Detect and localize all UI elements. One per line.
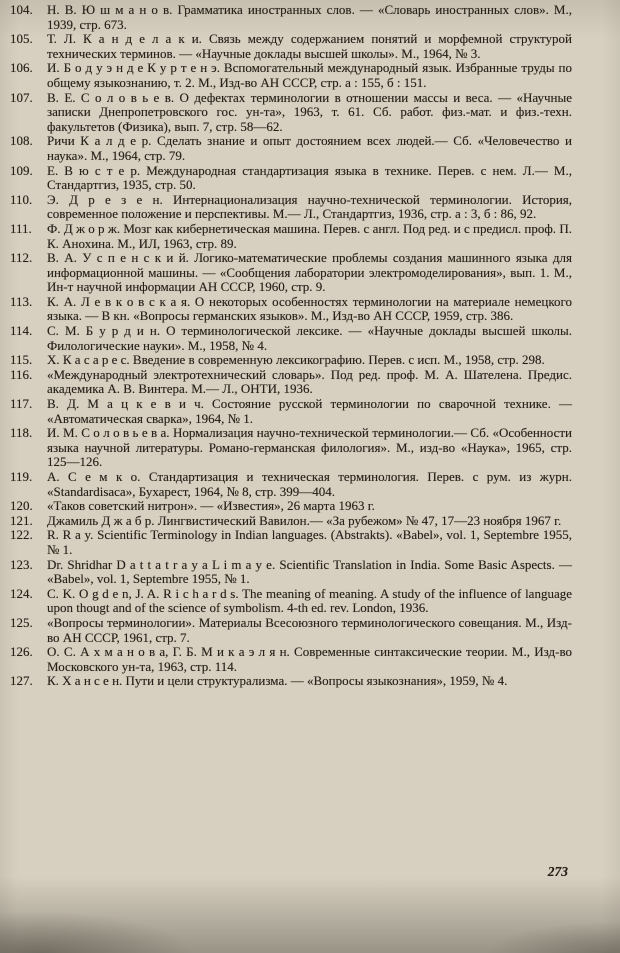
bibliography-entry bbox=[10, 514, 572, 529]
entry-text: Х. К а с а р е с. Введение в современную лексикографию. Перев. с исп. М., 1958, стр. 298. bbox=[47, 352, 545, 368]
bibliography-entry bbox=[10, 353, 572, 368]
entry-number: 107. bbox=[10, 89, 33, 105]
bibliography-entry bbox=[10, 164, 572, 193]
bibliography-list bbox=[10, 3, 572, 689]
bibliography-entry bbox=[10, 91, 572, 135]
entry-text: В. А. У с п е н с к и й. Логико-математические проблемы создания машинного языка для информационной машины. — «Сообщения лаборатории электромоделирования», вып. 1. М., Ин-т научной информации АН СССР, 1960, стр. 9. bbox=[47, 250, 572, 295]
bibliography-entry bbox=[10, 616, 572, 645]
bibliography-entry bbox=[10, 470, 572, 499]
entry-text: C. K. O g d e n, J. A. R i c h a r d s. The meaning of meaning. A study of the influence of language upon thougt and of the science of symbolism. 4-th ed. rev. London, 1936. bbox=[47, 585, 572, 616]
entry-text: К. Х а н с е н. Пути и цели структурализма. — «Вопросы языкознания», 1959, № 4. bbox=[47, 673, 508, 689]
entry-text: К. А. Л е в к о в с к а я. О некоторых особенностях терминологии на материале немецкого языка. — В кн. «Вопросы германских языков». М., Изд-во АН СССР, 1959, стр. 386. bbox=[47, 293, 572, 324]
entry-number: 114. bbox=[10, 323, 33, 339]
entry-text: «Вопросы терминологии». Материалы Всесоюзного терминологического совещания. М., Изд-во АН СССР, 1961, стр. 7. bbox=[47, 614, 572, 645]
entry-number: 108. bbox=[10, 133, 33, 149]
entry-text: Джамиль Д ж а б р. Лингвистический Вавилон.— «За рубежом» № 47, 17—23 ноября 1967 г. bbox=[47, 512, 562, 528]
bibliography-entry bbox=[10, 368, 572, 397]
entry-text: В. Д. М а ц к е в и ч. Состояние русской терминологии по сварочной технике. — «Автоматическая сварка», 1964, № 1. bbox=[47, 396, 572, 426]
entry-number: 104. bbox=[10, 2, 33, 17]
entry-number: 106. bbox=[10, 60, 33, 76]
entry-number: 123. bbox=[10, 556, 33, 572]
entry-text: Э. Д р е з е н. Интернационализация научно-технической терминологии. История, современное положение и перспективы. М.— Л., Стандартгиз, 1936, стр. а : 3, б : 86, 92. bbox=[47, 191, 572, 222]
entry-number: 125. bbox=[10, 614, 33, 630]
bibliography-entry bbox=[10, 61, 572, 90]
entry-number: 112. bbox=[10, 250, 33, 266]
entry-number: 120. bbox=[10, 498, 33, 514]
entry-number: 122. bbox=[10, 527, 33, 543]
bibliography-entry bbox=[10, 193, 572, 222]
entry-number: 119. bbox=[10, 469, 33, 484]
entry-number: 111. bbox=[10, 220, 32, 236]
entry-number: 118. bbox=[10, 425, 33, 441]
entry-text: В. Е. С о л о в ь е в. О дефектах терминологии в отношении массы и веса. — «Научные записки Днепропетровского гос. ун-та», 1963, т. 61. Сб. работ. физ.-мат. и физ.-техн. факультетов (Физика), вып. 7, стр. 58—62. bbox=[47, 89, 572, 134]
entry-number: 121. bbox=[10, 512, 33, 528]
entry-text: Dr. Shridhar D a t t a t r a y a L i m a y e. Scientific Translation in India. Some Basic Aspects. — «Babel», vol. 1, Septembre 1955, № 1. bbox=[47, 556, 572, 587]
entry-number: 126. bbox=[10, 644, 33, 660]
entry-text: «Международный электротехнический словарь». Под ред. проф. М. А. Шателена. Предис. академика А. В. Винтера. М.— Л., ОНТИ, 1936. bbox=[47, 366, 572, 397]
bibliography-entry bbox=[10, 324, 572, 353]
entry-number: 113. bbox=[10, 293, 33, 309]
bibliography-entry bbox=[10, 222, 572, 251]
entry-number: 105. bbox=[10, 31, 33, 47]
entry-text: И. М. С о л о в ь е в а. Нормализация научно-технической терминологии.— Сб. «Особенности языка научной литературы. Романо-германская филология». М., изд-во «Наука», 1965, стр. 125—126. bbox=[47, 425, 572, 470]
entry-text: Ричи К а л д е р. Сделать знание и опыт достоянием всех людей.— Сб. «Человечество и наука». М., 1964, стр. 79. bbox=[47, 133, 572, 163]
bibliography-entry bbox=[10, 645, 572, 674]
entry-text: Ф. Д ж о р ж. Мозг как кибернетическая машина. Перев. с англ. Под ред. и с предисл. проф. П. К. Анохина. М., ИЛ, 1963, стр. 89. bbox=[47, 220, 572, 251]
entry-number: 110. bbox=[10, 191, 33, 207]
bibliography-entry bbox=[10, 32, 572, 61]
entry-number: 117. bbox=[10, 396, 33, 412]
entry-number: 115. bbox=[10, 352, 33, 368]
bibliography-entry bbox=[10, 397, 572, 426]
entry-number: 109. bbox=[10, 162, 33, 178]
bibliography-entry bbox=[10, 528, 572, 557]
entry-number: 127. bbox=[10, 673, 33, 689]
bibliography-entry bbox=[10, 251, 572, 295]
bibliography-entry bbox=[10, 426, 572, 470]
bibliography-entry bbox=[10, 295, 572, 324]
page-number: 273 bbox=[547, 864, 568, 879]
bibliography-entry bbox=[10, 558, 572, 587]
bibliography-entry bbox=[10, 499, 572, 514]
bibliography-entry bbox=[10, 134, 572, 163]
entry-text: С. М. Б у р д и н. О терминологической лексике. — «Научные доклады высшей школы. Филологические науки». М., 1958, № 4. bbox=[47, 323, 572, 353]
entry-text: Т. Л. К а н д е л а к и. Связь между содержанием понятий и морфемной структурой технических терминов. — «Научные доклады высшей школы». М., 1964, № 3. bbox=[47, 31, 572, 61]
entry-text: О. С. А х м а н о в а, Г. Б. М и к а э л я н. Современные синтаксические теории. М., Изд-во Московского ун-та, 1963, стр. 114. bbox=[47, 644, 572, 674]
entry-text: И. Б о д у э н д е К у р т е н э. Вспомогательный международный язык. Избранные труды по общему языкознанию, т. 2. М., Изд-во АН СССР, стр. а : 155, б : 151. bbox=[47, 60, 572, 90]
entry-text: R. R a y. Scientific Terminology in Indian languages. (Abstrakts). «Babel», vol. 1, Septembre 1955, № 1. bbox=[47, 527, 572, 557]
entry-text: Е. В ю с т е р. Международная стандартизация языка в технике. Перев. с нем. Л.— М., Стандартгиз, 1935, стр. 50. bbox=[47, 162, 572, 193]
entry-text: «Таков советский нитрон». — «Известия», 26 марта 1963 г. bbox=[47, 498, 375, 514]
bibliography-entry bbox=[10, 3, 572, 32]
bibliography-entry bbox=[10, 587, 572, 616]
entry-number: 116. bbox=[10, 366, 33, 382]
entry-number: 124. bbox=[10, 585, 33, 601]
entry-text: А. С е м к о. Стандартизация и техническая терминология. Перев. с рум. из журн. «Standardisaca», Бухарест, 1964, № 8, стр. 399—404. bbox=[47, 469, 572, 499]
bibliography-entry bbox=[10, 674, 572, 689]
entry-text: Н. В. Ю ш м а н о в. Грамматика иностранных слов. — «Словарь иностранных слов». М., 1939, стр. 673. bbox=[47, 2, 572, 32]
